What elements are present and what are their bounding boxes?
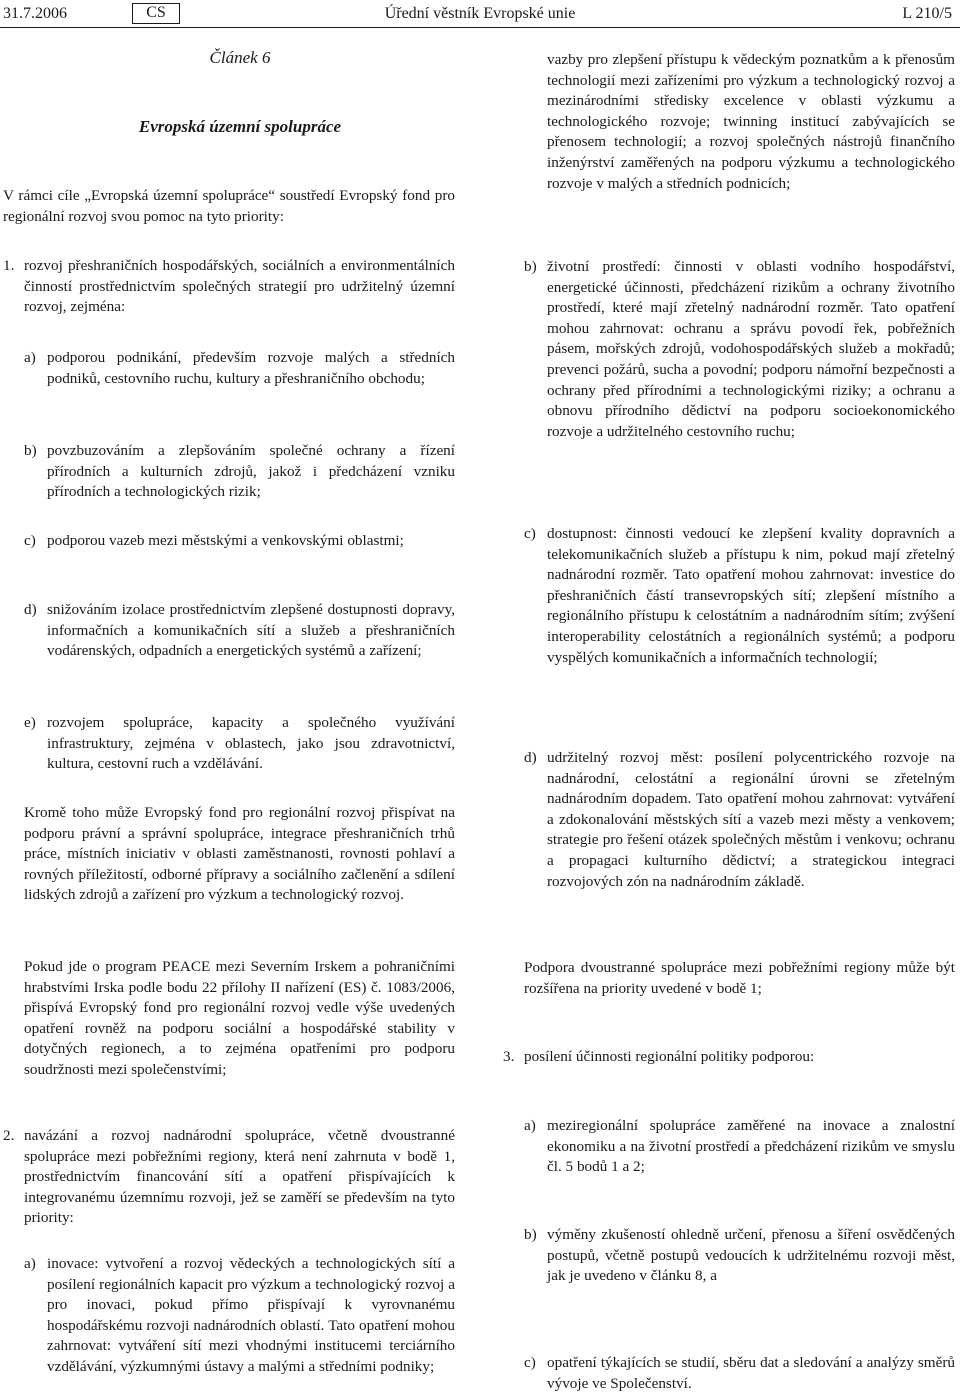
item-3b-text: výměny zkušeností ohledně určení, přenosu a šíření osvědčených postupů, včetně postupů vedoucích k udržitelnému rozvoji měst, jak je uvedeno v článku 8, a — [547, 1226, 955, 1285]
item-2c-text: dostupnost: činnosti vedoucí ke zlepšení kvality dopravních a telekomunikačních služeb a přístupu k nim, pokud mají zřetelný nadnárodní rozměr. Tato opatření mohou zahrnovat: investice do přeshraničních částí transevropských sítí; zlepšení místního a regionálního přístupu k celostátním a nadnárodním sítím; zvýšení interoperability celostátních a regionálních systémů; a podporu vyspělých komunikačních a informačních technologií; — [547, 525, 955, 666]
item-1e-text: rozvojem spolupráce, kapacity a společného využívání infrastruktury, zejména v oblastech, jako jsou zdravotnictví, kultura, cestovní ruch a vzdělávání. — [47, 714, 455, 773]
item-2c-mark: c) — [524, 525, 536, 542]
item-3a-text: meziregionální spolupráce zaměřené na inovace a znalostní ekonomiku a na životní prostředí a předcházení rizikům ve smyslu čl. 5 bodů 1 a 2; — [547, 1117, 955, 1176]
item-2a-continuation: vazby pro zlepšení přístupu k vědeckým poznatkům a k přenosům technologií mezi zařízeními pro výzkum a technologický rozvoj a mezinárodními středisky excelence v oblasti výzkumu a technologického rozvoje; twinning institucí zabývajících se přenosem technologií; a rozvoj společných nástrojů finančního inženýrství zaměřených na podporu výzkumu a technologického rozvoje v malých a středních podnicích; — [547, 51, 955, 192]
item-3c-mark: c) — [524, 1354, 536, 1371]
paragraph-legal-cooperation: Kromě toho může Evropský fond pro regionální rozvoj přispívat na podporu právní a správní spolupráce, integrace přeshraničních trhů práce, místních iniciativ v oblasti zaměstnanosti, rovnosti pohlaví a rovných příležitostí, odborné přípravy a sociálního začlenění a sdílení lidských zdrojů a zařízení pro výzkum a technologický rozvoj. — [24, 804, 455, 904]
item-1d-mark: d) — [24, 601, 37, 618]
item-2b-mark: b) — [524, 258, 537, 275]
header-rule — [0, 27, 960, 28]
item-2a-text: inovace: vytvoření a rozvoj vědeckých a technologických sítí a posílení regionálních kapacit pro výzkum a technologický rozvoj a pro inovaci, pokud přímo přispívají k vyrovnanému hospodářskému rozvoji nadnárodních oblastí. Tato opatření mohou zahrnovat: vytváření sítí mezi vhodnými institucemi terciárního vzdělávání, výzkumnými ústavy a malými a středními podniky; — [47, 1255, 455, 1375]
item-3c-text: opatření týkajících se studií, sběru dat a sledování a analýzy směrů vývoje ve Společenství. — [547, 1354, 955, 1392]
article-intro: V rámci cíle „Evropská územní spolupráce“ soustředí Evropský fond pro regionální rozvoj svou pomoc na tyto priority: — [3, 187, 455, 225]
item-1b-text: povzbuzováním a zlepšováním společné ochrany a řízení přírodních a kulturních zdrojů, jakož i předcházení vzniku přírodních a technologických rizik; — [47, 442, 455, 501]
item-1d-text: snižováním izolace prostřednictvím zlepšené dostupnosti dopravy, informačních a komunikačních sítí a služeb a přeshraničních vodárenských, odpadních a energetických systémů a zařízení; — [47, 601, 455, 660]
item-2-text: navázání a rozvoj nadnárodní spolupráce, včetně dvoustranné spolupráce mezi pobřežními regiony, která není zahrnuta v bodě 1, prostřednictvím financování sítí a opatření přispívajících k integrovanému územnímu rozvoji, jež se zaměří se především na tyto priority: — [24, 1127, 455, 1227]
article-title: Evropská územní spolupráce — [138, 117, 342, 136]
page-header — [0, 0, 960, 30]
item-2-number: 2. — [3, 1127, 15, 1144]
item-3b-mark: b) — [524, 1226, 537, 1243]
page-reference: L 210/5 — [902, 5, 952, 22]
item-1c-mark: c) — [24, 532, 36, 549]
paragraph-peace-programme: Pokud jde o program PEACE mezi Severním Irskem a pohraničními hrabstvími Irska podle bodu 22 přílohy II nařízení (ES) č. 1083/2006, přispívá Evropský fond pro regionální rozvoj vedle výše uvedených opatření rovněž na podporu sociální a hospodářské stability v dotyčných regionech, a to zejména opatřeními pro podporu soudržnosti mezi společenstvími; — [24, 958, 455, 1078]
item-1c-text: podporou vazeb mezi městskými a venkovskými oblastmi; — [47, 532, 404, 549]
paragraph-coastal-regions: Podpora dvoustranné spolupráce mezi pobřežními regiony může být rozšířena na priority uvedené v bodě 1; — [524, 959, 955, 997]
item-3a-mark: a) — [524, 1117, 536, 1134]
item-1e-mark: e) — [24, 714, 36, 731]
item-2a-mark: a) — [24, 1255, 36, 1272]
language-code-box: CS — [132, 3, 180, 24]
journal-title: Úřední věstník Evropské unie — [384, 5, 576, 22]
item-1a-mark: a) — [24, 349, 36, 366]
item-3-text: posílení účinnosti regionální politiky podporou: — [524, 1048, 815, 1065]
publication-date: 31.7.2006 — [3, 5, 67, 22]
item-1-number: 1. — [3, 257, 15, 274]
item-1a-text: podporou podnikání, především rozvoje malých a středních podniků, cestovního ruchu, kultury a přeshraničního obchodu; — [47, 349, 455, 387]
article-number: Článek 6 — [209, 48, 271, 67]
item-1b-mark: b) — [24, 442, 37, 459]
item-2d-mark: d) — [524, 749, 537, 766]
item-2b-text: životní prostředí: činnosti v oblasti vodního hospodářství, energetické účinnosti, předcházení rizikům a ochrany životního prostředí, které mají zřetelný nadnárodní rozměr. Tato opatření mohou zahrnovat: ochranu a správu povodí řek, pobřežních pásem, mořských zdrojů, vodohospodářských služeb a mokřadů; prevenci požárů, sucha a povodní; podporu námořní bezpečnosti a ochrany před přírodními a technologickými riziky; a ochranu a obnovu přírodního dědictví na podporu socioekonomického rozvoje a udržitelného cestovního ruchu; — [547, 258, 955, 440]
item-3-number: 3. — [503, 1048, 515, 1065]
item-1-text: rozvoj přeshraničních hospodářských, sociálních a environmentálních činností prostřednictvím společných strategií pro udržitelný územní rozvoj, zejména: — [24, 257, 455, 316]
item-2d-text: udržitelný rozvoj měst: posílení polycentrického rozvoje na nadnárodní, celostátní a regionální úrovni se zřetelným nadnárodním dopadem. Tato opatření mohou zahrnovat: vytváření a zdokonalování městských sítí a vazeb mezi městy a venkovem; strategie pro řešení otázek společných městům i venkovu; ochranu a propagaci kulturního dědictví; a strategickou integraci rozvojových zón na nadnárodním základě. — [547, 749, 955, 890]
